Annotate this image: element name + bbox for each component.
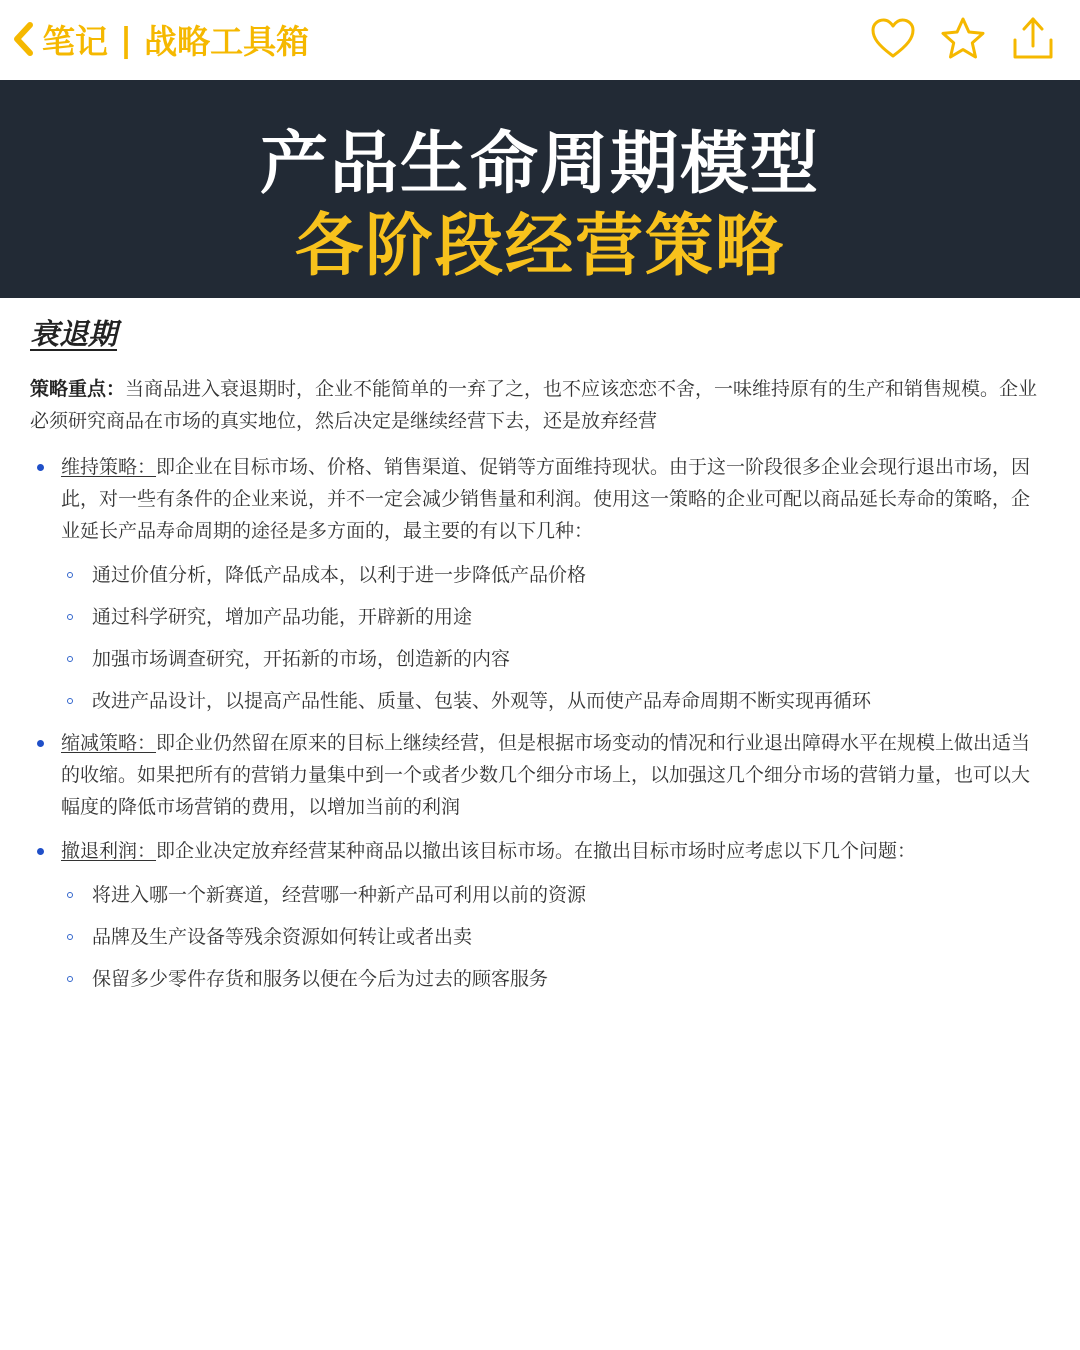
- bullet-circle-icon: [67, 656, 73, 662]
- section-title: 战略工具箱: [144, 21, 310, 61]
- sub-list-item: [30, 601, 1040, 633]
- sub-list-item: [30, 963, 1040, 995]
- sub-item-text: 品牌及生产设备等残余资源如何转让或者出卖: [92, 926, 473, 948]
- focus-text: 当商品进入衰退期时，企业不能简单的一弃了之，也不应该恋恋不舍，一味维持原有的生产和销售规模。企业必须研究商品在市场的真实地位，然后决定是继续经营下去，还是放弃经营: [30, 378, 1038, 432]
- back-button[interactable]: [10, 14, 309, 64]
- bullet-dot-icon: [37, 740, 44, 747]
- bullet-dot-icon: [37, 464, 44, 471]
- article-body: [30, 312, 1040, 1005]
- title-banner: [0, 80, 1080, 298]
- bullet-circle-icon: [67, 892, 73, 898]
- star-icon[interactable]: [938, 14, 988, 64]
- banner-subtitle: 各阶段经营策略: [294, 207, 785, 286]
- sub-item-text: 通过科学研究，增加产品功能，开辟新的用途: [92, 606, 473, 628]
- strategy-text: 即企业在目标市场、价格、销售渠道、促销等方面维持现状。由于这一阶段很多企业会现行退出市场，因此，对一些有条件的企业来说，并不一定会减少销售量和利润。使用这一策略的企业可配以商品延长寿命的策略，企业延长产品寿命周期的途径是多方面的，最主要的有以下几种：: [61, 456, 1031, 542]
- back-label: 笔记: [42, 21, 108, 61]
- strategy-label: 缩减策略：: [61, 732, 157, 754]
- list-item: [30, 727, 1040, 823]
- banner-title: 产品生命周期模型: [259, 125, 820, 204]
- chevron-left-icon: [10, 19, 36, 59]
- strategy-label: 撤退利润：: [61, 840, 157, 862]
- breadcrumb-separator: |: [120, 19, 133, 59]
- heart-icon[interactable]: [868, 14, 918, 64]
- share-icon[interactable]: [1008, 14, 1058, 64]
- sub-list-item: [30, 685, 1040, 717]
- focus-label: 策略重点：: [30, 378, 126, 400]
- sub-list-item: [30, 921, 1040, 953]
- bullet-circle-icon: [67, 976, 73, 982]
- bullet-circle-icon: [67, 614, 73, 620]
- bullet-circle-icon: [67, 698, 73, 704]
- sub-item-text: 通过价值分析，降低产品成本，以利于进一步降低产品价格: [92, 564, 587, 586]
- sub-list-item: [30, 643, 1040, 675]
- sub-item-text: 加强市场调查研究，开拓新的市场，创造新的内容: [92, 648, 511, 670]
- sub-list-item: [30, 559, 1040, 591]
- bullet-circle-icon: [67, 572, 73, 578]
- sub-item-text: 改进产品设计，以提高产品性能、质量、包装、外观等，从而使产品寿命周期不断实现再循环: [92, 690, 872, 712]
- sub-item-text: 将进入哪一个新赛道，经营哪一种新产品可利用以前的资源: [92, 884, 587, 906]
- list-item: [30, 451, 1040, 547]
- strategy-text: 即企业决定放弃经营某种商品以撤出该目标市场。在撤出目标市场时应考虑以下几个问题：: [156, 840, 917, 862]
- list-item: [30, 835, 1040, 867]
- bullet-dot-icon: [37, 848, 44, 855]
- strategy-label: 维持策略：: [61, 456, 157, 478]
- sub-item-text: 保留多少零件存货和服务以便在今后为过去的顾客服务: [92, 968, 549, 990]
- section-heading: 衰退期: [30, 317, 118, 351]
- action-icons: [848, 14, 1058, 64]
- bullet-circle-icon: [67, 934, 73, 940]
- sub-list-item: [30, 879, 1040, 911]
- strategy-focus: [30, 373, 1040, 437]
- strategy-text: 即企业仍然留在原来的目标上继续经营，但是根据市场变动的情况和行业退出障碍水平在规模上做出适当的收缩。如果把所有的营销力量集中到一个或者少数几个细分市场上，以加强这几个细分市场的营销力量，也可以大幅度的降低市场营销的费用，以增加当前的利润: [61, 732, 1031, 818]
- top-bar: [0, 0, 1080, 80]
